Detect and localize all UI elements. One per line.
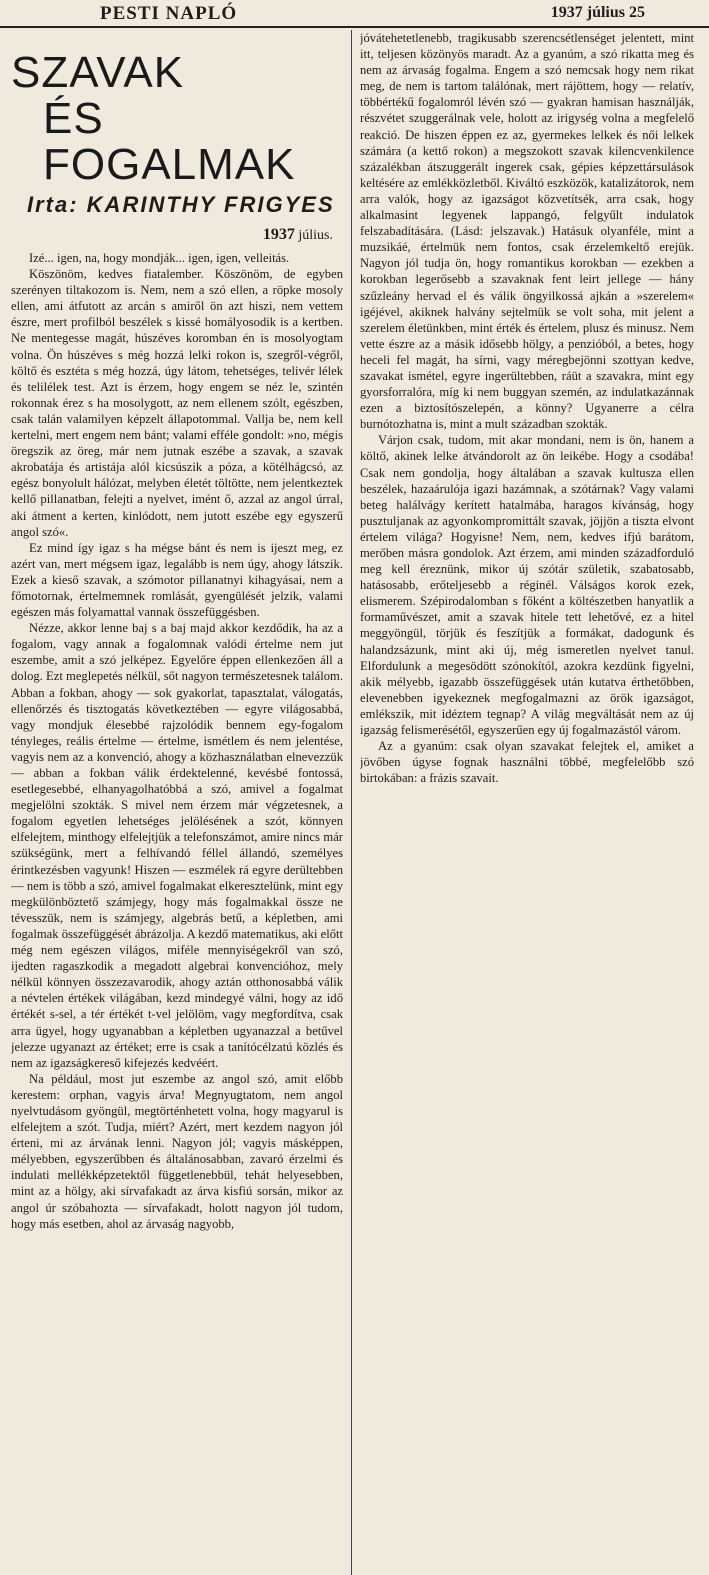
article-title [11,50,343,188]
issue-date: 1937 július 25 [550,4,645,21]
paragraph: Ez mind így igaz s ha mégse bánt és nem is ijeszt meg, ez azért van, mert mégsem igaz, legalább is nem úgy, ahogy látszik. Ezek a kieső szavak, a szómotor pillanatnyi kihagyásai, nem a főmotornak, értelmemnek romlását, gyengülését jelzik, valami egészen más folyamattal vannak összefüggésben. [11,540,343,620]
column-left [11,30,343,1575]
article-dateline [11,226,333,244]
paragraph: jóvátehetetlenebb, tragikusabb szerencsétlenséget jelentett, mint itt, teljesen közönyös maradt. Az a gyanúm, a szó rikatta meg és nem az árvaság fogalma. Engem a szó nemcsak hogy nem rikat meg, de nem is tartom találónak, mert rájöttem, hogy — relatív, többértékű fogalomról lévén szó — gyakran hamisan használják, részvétet szuggerálnak vele, holott az irigység volna a megfelelő reakció. De hiszen éppen ez az, gyermekes lelkek és női lelkek számára (a kettő rokon) a megszokott szavak kilencvenkilence százalékban átszuggerált ingerek csak, gépies képzettársulások keltésére az emlékközletből. Kiváltó eszközök, katalizátorok, nem arra valók, hogy az igazságot közvetítsék, arra csak, hogy alkalmasint legyenek lappangó, felgyűlt indulatok felszabadítására. (Lásd: jelszavak.) Hatásuk olyanféle, mint a muzsikáé, értelmük nem fontos, csak érzelemkeltő erejük. Nagyon jól tudja ön, hogy romantikus korokban — ezekben a korokban legerősebb a szavaknak fent leirt jellege — hány szűzleány hervad el és válik öngyilkossá ajkán a »szerelem« igéjével, akiknek halvány sejtelmük se volt soha, mit jelent a szerelem életünkben, mint érték és értelem, plusz és minusz. Nem vette észre az a másik idősebb hölgy, a penzióból, a betes, hogy heceli fel magát, ha sírni, vagy méregbejönni szottyan kedve, szavakat ismétel, egyre ingerültebben, ráüt a szavakra, mint egy gyorsforralóra, míg ki nem buggyan szemén, az indulatkazánnak ezen a biztosítószelepén, a könny? Ugyanerre a célra burnótozhatna is, mint a mult században szokták. [360,31,694,432]
masthead [0,0,709,28]
dateline-year: 1937 [262,226,295,243]
column-right [360,30,694,1575]
article-title-line-1: SZAVAK [11,48,185,97]
paragraph: Köszönöm, kedves fiatalember. Köszönöm, de egyben szerényen tiltakozom is. Nem, nem a szó ellen, a röpke mosoly ellen, ami átfutott az arcán s amiről ön azt hiszi, nem vettem észre, mert profilból beszélek s kissé homályosodik is a kertben. Ne mentegesse magát, húszéves koromban én is mosolyogtam volna. Ön húszéves s még hozzá lelki rokon is, szegről-végről, költő és esztéta s még hozzá, úgy látom, tehetséges, telivér lélek és telilélek test. Azt is érzem, hogy engem se néz le, szintén rokonnak érez s ha mosolygott, az nem ellenem szólt, egészben, csak talán valamilyen képzelt állapotommal. Vallja be, nem kell kertelni, mert engem nem bánt; valami efféle gondolt: »no, mégis öregszik az öreg, már nem jutnak eszébe a szavak, a szavak akrobatája és artistája alól kicsúszik a póza, a kötélhágcsó, az egész bonyolult hálózat, melyben életét töltötte, nem jelentkeztek kellő pillanatban, felejti a nyelvet, imént ő, azzal az angol úrral, aki átment a kerten, kinlódott, nem jutott eszébe egy egyszerű angol szó«. [11,267,343,539]
paragraph: Izé... igen, na, hogy mondják... igen, igen, velleitás. [29,251,290,265]
paragraph: Várjon csak, tudom, mit akar mondani, nem is ön, hanem a költő, akinek lelke átvándorolt az ön leikébe. Hogy a csodába! Csak nem gondolja, hogy általában a szavak kultusza ellen beszélek, hazaárulója igazi hazámnak, a szótárnak? Vagy valami beteg halálvágy kerített hatalmába, haragos kívánság, hogy pusztuljanak az agyonkompromittált szavak, jöjjön a tiszta elvont értelem világa? Hogyisne! Nem, nem, kedves ifjú barátom, merőben másra gondolok. Azt érzem, ami minden századforduló meg kell éreznünk, mikor új szótár születik, szabatosabb, hatásosabb, erőteljesebb a réginél. Válságos korok ezek, elismerem. Szépirodalomban s főként a költészetben hanyatlik a formaművészet, amit a szavak hitele tett lehetővé, ez a hitel meggyöngül, törjük és feszítjük a formákat, dadogunk és halandzsázunk, mint aki új, még ismeretlen nyelvet tanul. Elfordulunk a megesödött szónokítól, azokra kezdünk figyelni, akik mélyebb, igazabb összefüggések után kutatva érthetőbben, elevenebben igyekeznek megfogalmazni az örök igazságot, emlékszik, mit idéztem tegnap? A világ megváltását nem az új igazság felismerésétől, egyszerűen egy új fogalmazástól várom. [360,433,694,738]
paragraph: Na például, most jut eszembe az angol szó, amit előbb kerestem: orphan, vagyis árva! Megnyugtatom, nem angol nyelvtudásom gyöngül, megtörténhetett volna, hogy magyarul is elfelejtem a szót. Tudja, miért? Azért, mert kezdem nagyon jól érteni, mi az árvának lenni. Nagyon jól; vagyis másképpen, mélyebben, egyszerűbben és általánosabban, zavaró érzelmi és indulati mellékképzetektől függetlenebbül, tehát helyesebben, mint az a hölgy, aki sírvafakadt az árva kisfiú sorsán, mikor az angol úr szóbahozta — sírvafakadt, holott nagyon jól tudom, hogy más esetben, ahol az árvaság nagyobb, [11,1071,343,1231]
paragraph: Az a gyanúm: csak olyan szavakat felejtek el, amiket a jövőben úgyse fognak használni többé, megfelelőbb szó birtokában: a frázis szavait. [360,739,694,786]
dateline-month: július. [298,228,333,243]
column-rule [351,30,352,1575]
article-byline: Irta: KARINTHY FRIGYES [27,192,335,217]
newspaper-name: PESTI NAPLÓ [100,3,238,24]
paragraph: Nézze, akkor lenne baj s a baj majd akkor kezdődik, ha az a fogalom, vagy annak a fogalomnak valódi értelme nem jut eszembe, amit a szó jelképez. Egyelőre éppen ellenkezően áll a dolog. Ezt meglepetés nélkül, sőt nagyon természetesnek találom. Abban a fokban, ahogy — sok gyakorlat, tapasztalat, válogatás, ellenőrzés és tisztogatás következtében — egyre világosabbá, vagy mondjuk élesebbé rajzolódik bennem egy-fogalom tényleges, reális értelme — értelme, ismétlem és nem jelentése, vagyis nem az a konvenció, ahogy a közhasználatban elnevezzük — abban a fokban válik érdektelenné, kevésbé fontossá, esetlegesebbé, elhanyagolhatóbbá a szó, amivel a fogalmat megjelölni szokták. S mivel nem érzem már végzetesnek, a fogalom egyetlen lehetséges jelölésének a szót, könnyen elfelejtem, minthogy elfelejtjük a telefonszámot, amire nincs már szükségünk, mert a felhívandó féllel állandó, személyes érintkezésben vagyunk! Hiszen — eszmélek rá egyre derültebben — nem is több a szó, amivel fogalmakat elkeresztelünk, mint egy megkülönböztető számjegy, hogy más fogalmakkal össze ne tévesszük, nem is számjegy, algebrás betű, a képletben, ami fogalmak összefüggését ábrázolja. A kezdő matematikus, aki előtt még nem egészen világos, miféle mennyiségekről van szó, ijedten ragaszkodik a megadott algebrai konvencióhoz, mely nélkül könnyen összezavarodik, ahogy aztán otthonosabbá válik a névtelen értékek világában, kezd mindegyé válni, hogy az idő értékét s-sel, a tér értékét t-vel jelölöm, vagy megfordítva, csak arra ügyel, hogy ugyanabban a képletben ugyanazzal a betűvel jelezze ugyanazt az értéket; erre is csak a tanítócélzatú közlés és nem az igazságkereső kifejezés kedvéért. [11,621,343,1070]
article-title-line-2: ÉS FOGALMAK [43,94,296,189]
